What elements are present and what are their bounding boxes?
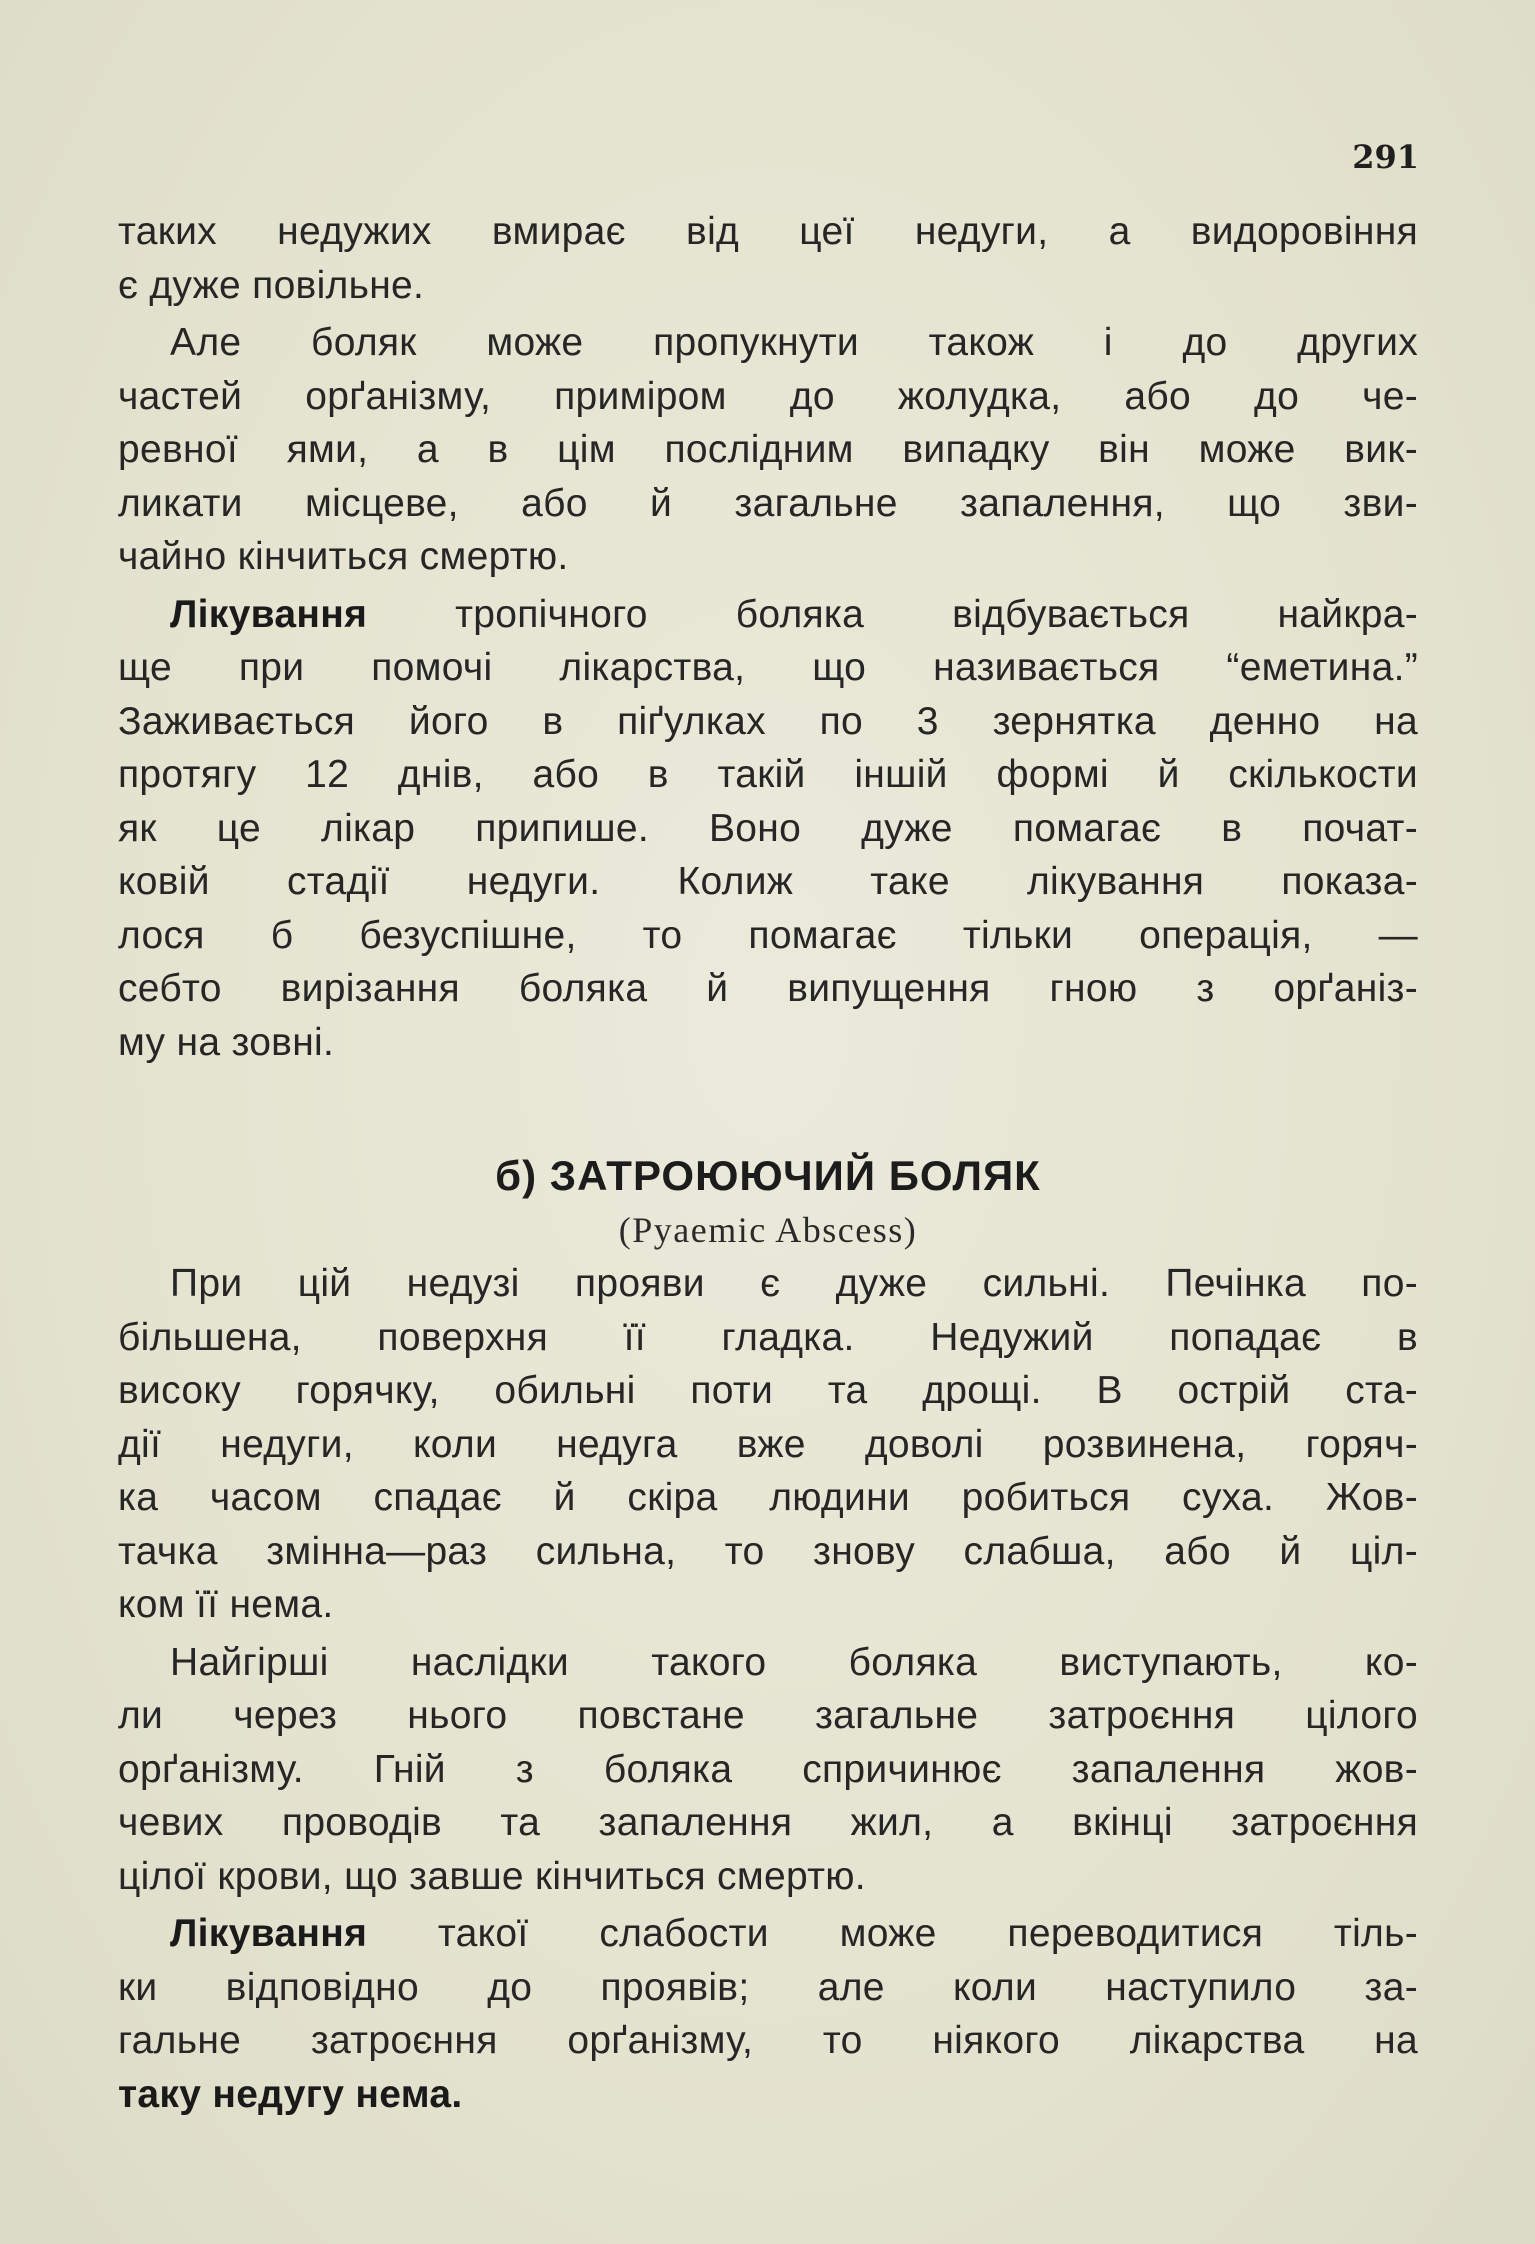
text-line: частей орґанізму, приміром до жолудка, або до че- <box>118 374 1418 418</box>
text-column <box>118 205 1418 2125</box>
text-fragment: такої слабости може переводитися тіль- <box>367 1912 1418 1955</box>
text-line: цілої крови, що завше кінчиться смертю. <box>118 1854 866 1898</box>
text-line: ковій стадії недуги. Колиж таке лікування показа- <box>118 860 1418 903</box>
bold-lead: Лікування <box>170 1912 368 1955</box>
text-line: лося б безуспішне, то помагає тільки операція, — <box>118 913 1418 957</box>
text-line <box>118 1907 1418 1961</box>
text-line: ще при помочі лікарства, що називається “еметина.” <box>118 646 1418 689</box>
text-line <box>118 588 1418 642</box>
text-line: високу горячку, обильні поти та дрощі. В острій ста- <box>118 1369 1418 1412</box>
paragraph <box>118 1636 1418 1904</box>
bold-lead: Лікування <box>170 592 368 636</box>
text-line: гальне затроєння орґанізму, то ніякого лікарства на <box>118 2019 1418 2062</box>
text-line-bold: таку недугу нема. <box>118 2072 463 2116</box>
text-line: ревної ями, а в цім послідним випадку він може вик- <box>118 428 1418 471</box>
text-line: більшена, поверхня її гладка. Недужий попадає в <box>118 1315 1418 1359</box>
text-line: таких недужих вмирає від цеї недуги, а видоровіння <box>118 210 1418 253</box>
paragraph <box>118 205 1418 312</box>
paragraph <box>118 1257 1418 1632</box>
text-line: При цій недузі прояви є дуже сильні. Печінка по- <box>170 1262 1418 1305</box>
text-line: чевих проводів та запалення жил, а вкінці затроєння <box>118 1801 1418 1844</box>
text-line: Але боляк може пропукнути також і до других <box>170 321 1418 364</box>
text-line: себто вирізання боляка й випущення гною з орґаніз- <box>118 967 1418 1010</box>
text-line: є дуже повільне. <box>118 263 425 307</box>
text-line: Заживається його в піґулках по 3 зернятка денно на <box>118 699 1418 743</box>
text-line: Найгірші наслідки такого боляка виступають, ко- <box>170 1640 1418 1684</box>
text-line: ликати місцеве, або й загальне запалення, що зви- <box>118 481 1418 525</box>
paragraph <box>118 316 1418 584</box>
text-line: му на зовні. <box>118 1020 335 1064</box>
section-heading: б) ЗАТРОЮЮЧИЙ БОЛЯК <box>495 1152 1041 1199</box>
paragraph <box>118 588 1418 1070</box>
text-line: ки відповідно до проявів; але коли наступило за- <box>118 1965 1418 2009</box>
text-line: чайно кінчиться смертю. <box>118 535 569 578</box>
text-line: протягу 12 днів, або в такій іншій формі й скількости <box>118 753 1418 796</box>
page-number: 291 <box>1352 138 1419 176</box>
text-line: тачка змінна—раз сильна, то знову слабша, або й цiл- <box>118 1529 1418 1573</box>
paragraph <box>118 1907 1418 2121</box>
text-line: ли через нього повстане загальне затроєння цілого <box>118 1694 1418 1737</box>
text-line: орґанізму. Гній з боляка спричинює запалення жов- <box>118 1747 1418 1791</box>
text-line: ком її нема. <box>118 1583 334 1626</box>
text-line: як це лікар припише. Воно дуже помагає в почат- <box>118 806 1418 850</box>
text-line: ка часом спадає й скіра людини робиться суха. Жов- <box>118 1476 1418 1519</box>
text-fragment: тропічного боляка відбувається найкра- <box>367 592 1418 636</box>
section-subheading: (Pyaemic Abscess) <box>618 1210 918 1250</box>
text-line: дії недуги, коли недуга вже доволі розвинена, горяч- <box>118 1422 1418 1466</box>
